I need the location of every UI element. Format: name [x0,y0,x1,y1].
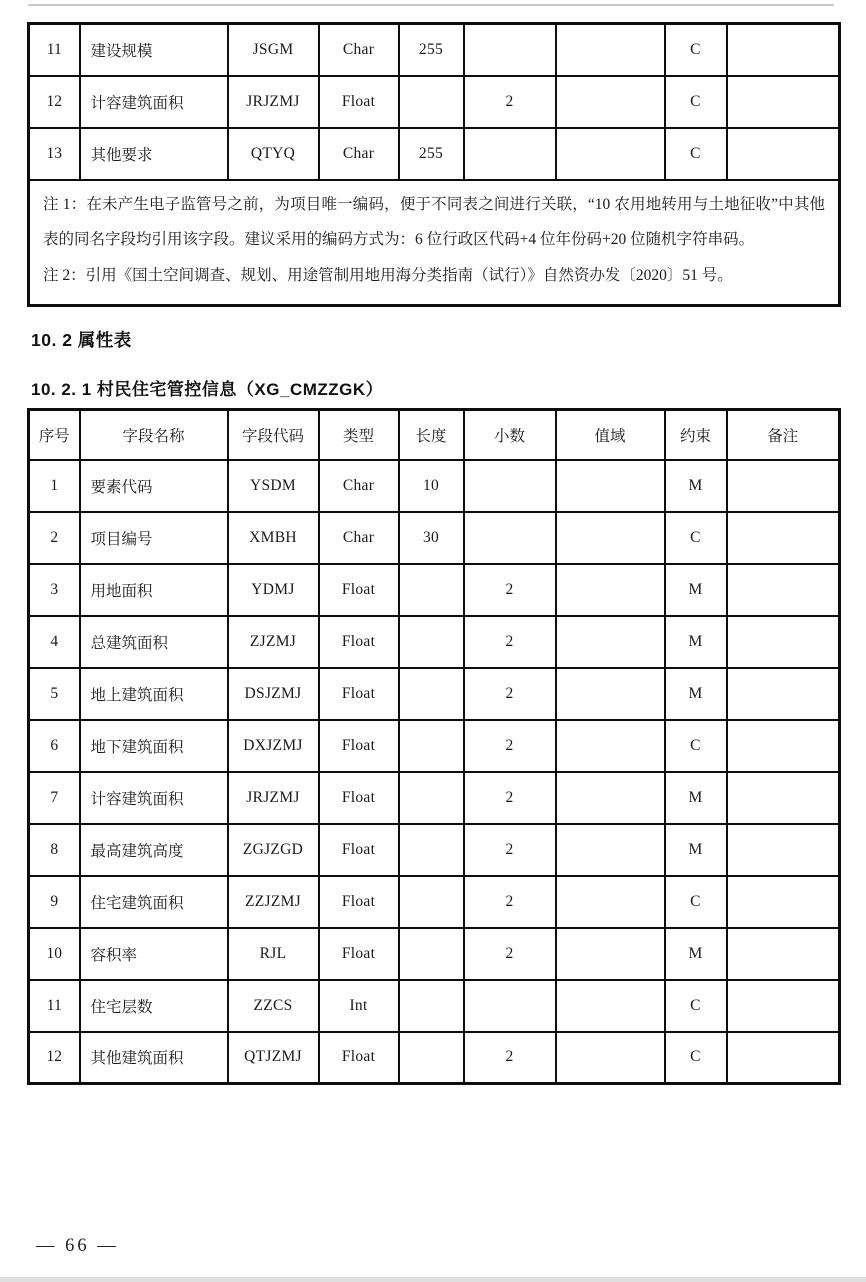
cell-type: Char [319,128,399,180]
cell-field-code: QTJZMJ [228,1032,319,1084]
cell-constraint: C [665,24,727,76]
continuation-table [27,22,841,307]
table-row [29,668,840,720]
cell-constraint: M [665,460,727,512]
cell-seq: 11 [29,980,80,1032]
cell-remark [727,1032,840,1084]
table-header-row [29,410,840,460]
section-heading-10-2: 10. 2 属性表 [31,330,132,350]
cell-remark [727,564,840,616]
table-row [29,720,840,772]
cell-constraint: C [665,76,727,128]
cell-remark [727,76,840,128]
cell-field-code: JSGM [228,24,319,76]
cell-remark [727,668,840,720]
header-decimal: 小数 [464,410,556,460]
cell-decimal [464,512,556,564]
header-field-code: 字段代码 [228,410,319,460]
cell-type: Float [319,668,399,720]
cell-field-name: 用地面积 [80,564,228,616]
cell-length: 255 [399,24,464,76]
cell-type: Float [319,720,399,772]
cell-range [556,460,665,512]
cell-type: Float [319,772,399,824]
cell-field-name: 地下建筑面积 [80,720,228,772]
cell-type: Float [319,824,399,876]
cell-seq: 2 [29,512,80,564]
cell-constraint: C [665,980,727,1032]
cell-decimal: 2 [464,928,556,980]
cell-length [399,1032,464,1084]
cell-type: Char [319,24,399,76]
cell-seq: 13 [29,128,80,180]
cell-decimal: 2 [464,772,556,824]
cell-field-name: 住宅层数 [80,980,228,1032]
cell-range [556,668,665,720]
cell-type: Float [319,1032,399,1084]
note-2: 注 2：引用《国土空间调查、规划、用途管制用地用海分类指南（试行）》自然资办发〔2020〕51 号。 [43,267,733,285]
cell-decimal [464,24,556,76]
cell-field-name: 最高建筑高度 [80,824,228,876]
cell-field-code: RJL [228,928,319,980]
cell-decimal: 2 [464,616,556,668]
cell-remark [727,876,840,928]
cell-remark [727,720,840,772]
table-row [29,76,840,128]
cell-length [399,720,464,772]
cell-constraint: C [665,1032,727,1084]
cell-remark [727,772,840,824]
cell-decimal: 2 [464,824,556,876]
cell-field-code: YSDM [228,460,319,512]
header-range: 值域 [556,410,665,460]
note-1: 注 1：在未产生电子监管号之前，为项目唯一编码，便于不同表之间进行关联，“10 农用地转用与土地征收”中其他表的同名字段均引用该字段。建议采用的编码方式为：6 位行政区代码+4 位年份码+20 位随机字符串码。 [43,195,825,249]
cell-field-code: ZZJZMJ [228,876,319,928]
cell-field-code: JRJZMJ [228,772,319,824]
table-row [29,772,840,824]
table-notes-row [29,180,840,306]
cell-field-code: ZGJZGD [228,824,319,876]
cell-remark [727,616,840,668]
cell-range [556,928,665,980]
cell-range [556,564,665,616]
cell-field-name: 要素代码 [80,460,228,512]
cell-range [556,24,665,76]
cell-type: Char [319,460,399,512]
cell-remark [727,980,840,1032]
table-row [29,460,840,512]
table-row [29,512,840,564]
header-type: 类型 [319,410,399,460]
table-row [29,128,840,180]
cell-remark [727,128,840,180]
cell-length [399,928,464,980]
cell-remark [727,928,840,980]
cell-constraint: M [665,668,727,720]
cell-remark [727,460,840,512]
header-constraint: 约束 [665,410,727,460]
cell-length [399,616,464,668]
cell-length [399,824,464,876]
cell-length [399,772,464,824]
cell-decimal [464,460,556,512]
cell-decimal: 2 [464,76,556,128]
page-number: — 66 — [36,1236,119,1256]
cell-decimal: 2 [464,720,556,772]
cell-length: 30 [399,512,464,564]
cell-length [399,876,464,928]
cell-constraint: M [665,616,727,668]
cell-field-code: DXJZMJ [228,720,319,772]
table-row [29,1032,840,1084]
cell-range [556,772,665,824]
cell-field-name: 计容建筑面积 [80,772,228,824]
header-seq: 序号 [29,410,80,460]
section-heading-10-2-1: 10. 2. 1 村民住宅管控信息（XG_CMZZGK） [31,380,384,399]
cell-field-code: ZZCS [228,980,319,1032]
cell-constraint: C [665,876,727,928]
cell-field-name: 计容建筑面积 [80,76,228,128]
header-field-name: 字段名称 [80,410,228,460]
cell-field-name: 建设规模 [80,24,228,76]
cell-decimal [464,128,556,180]
cell-type: Float [319,928,399,980]
cell-constraint: C [665,512,727,564]
cell-type: Int [319,980,399,1032]
cell-range [556,1032,665,1084]
table-row [29,980,840,1032]
cell-seq: 11 [29,24,80,76]
cell-constraint: M [665,564,727,616]
cell-range [556,720,665,772]
table-row [29,928,840,980]
cell-field-name: 项目编号 [80,512,228,564]
cell-constraint: M [665,824,727,876]
cell-length: 10 [399,460,464,512]
cell-length [399,76,464,128]
cell-field-name: 总建筑面积 [80,616,228,668]
table-row [29,824,840,876]
header-length: 长度 [399,410,464,460]
cell-range [556,980,665,1032]
cell-decimal: 2 [464,1032,556,1084]
attribute-table [27,408,841,1085]
cell-seq: 6 [29,720,80,772]
cell-seq: 4 [29,616,80,668]
table-row [29,564,840,616]
cell-constraint: C [665,128,727,180]
cell-seq: 1 [29,460,80,512]
cell-length [399,564,464,616]
cell-length: 255 [399,128,464,180]
cell-type: Float [319,616,399,668]
cell-decimal [464,980,556,1032]
page-bottom-scan-edge [0,1277,866,1282]
cell-length [399,668,464,720]
cell-field-name: 容积率 [80,928,228,980]
cell-constraint: M [665,928,727,980]
cell-constraint: M [665,772,727,824]
table-row [29,616,840,668]
cell-seq: 7 [29,772,80,824]
cell-field-code: QTYQ [228,128,319,180]
cell-decimal: 2 [464,876,556,928]
cell-type: Float [319,876,399,928]
cell-type: Float [319,76,399,128]
cell-field-code: XMBH [228,512,319,564]
table-row [29,876,840,928]
cell-decimal: 2 [464,668,556,720]
cell-constraint: C [665,720,727,772]
cell-seq: 12 [29,1032,80,1084]
cell-seq: 10 [29,928,80,980]
cell-field-code: YDMJ [228,564,319,616]
cell-range [556,128,665,180]
cell-length [399,980,464,1032]
cell-seq: 12 [29,76,80,128]
cell-field-name: 住宅建筑面积 [80,876,228,928]
cell-type: Float [319,564,399,616]
cell-range [556,76,665,128]
cell-remark [727,824,840,876]
cell-remark [727,512,840,564]
cell-field-code: JRJZMJ [228,76,319,128]
page-top-scan-artifact [28,4,834,6]
cell-seq: 5 [29,668,80,720]
table-row [29,24,840,76]
cell-field-code: ZJZMJ [228,616,319,668]
cell-range [556,512,665,564]
cell-type: Char [319,512,399,564]
header-remark: 备注 [727,410,840,460]
cell-field-code: DSJZMJ [228,668,319,720]
cell-seq: 8 [29,824,80,876]
cell-seq: 3 [29,564,80,616]
cell-range [556,824,665,876]
cell-remark [727,24,840,76]
cell-field-name: 地上建筑面积 [80,668,228,720]
table-notes [29,180,840,306]
cell-decimal: 2 [464,564,556,616]
cell-range [556,616,665,668]
cell-field-name: 其他建筑面积 [80,1032,228,1084]
cell-seq: 9 [29,876,80,928]
cell-range [556,876,665,928]
cell-field-name: 其他要求 [80,128,228,180]
